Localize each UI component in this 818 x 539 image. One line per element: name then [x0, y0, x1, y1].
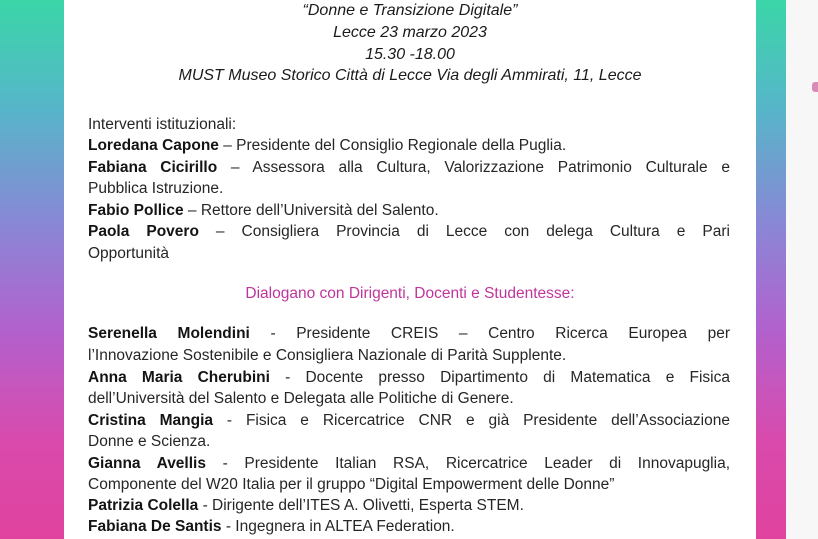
- speaker-name: Cristina Mangia: [88, 412, 213, 429]
- speaker-name: Serenella Molendini: [88, 325, 250, 342]
- speaker-role: - Fisica e Ricercatrice CNR e già Presidente dell’Associazione: [213, 412, 730, 429]
- right-gradient-border: [756, 0, 786, 539]
- left-gradient-border: [0, 0, 64, 539]
- speaker-entry: [88, 454, 730, 474]
- speaker-entry: [88, 324, 730, 344]
- speaker-entry: [88, 158, 730, 178]
- speaker-role: - Docente presso Dipartimento di Matematica e Fisica: [269, 369, 730, 386]
- speaker-name: Paola Povero: [88, 223, 199, 240]
- speaker-entry: [88, 201, 730, 221]
- speaker-role-continued: Componente del W20 Italia per il gruppo “Digital Empowerment delle Donne”: [88, 476, 615, 493]
- speaker-name: Anna Maria Cherubini: [88, 369, 270, 386]
- speaker-role: - Presidente CREIS – Centro Ricerca Europea per: [249, 325, 730, 342]
- speaker-role-continued: l’Innovazione Sostenibile e Consigliera Nazionale di Parità Supplente.: [88, 347, 567, 364]
- event-time: 15.30 -18.00: [365, 46, 455, 63]
- institutional-heading: Interventi istituzionali:: [88, 116, 237, 133]
- speaker-entry: [88, 368, 730, 388]
- speaker-name: Fabiana De Santis: [88, 518, 222, 535]
- speaker-entry: [88, 411, 730, 431]
- speaker-name: Fabiana Cicirillo: [88, 159, 218, 176]
- speaker-role: – Consigliera Provincia di Lecce con delega Cultura e Pari: [198, 223, 730, 240]
- speaker-role-continued: Donne e Scienza.: [88, 433, 211, 450]
- speaker-role-continued: Pubblica Istruzione.: [88, 180, 224, 197]
- page-edge-marker: [812, 82, 818, 92]
- speaker-role: – Rettore dell’Università del Salento.: [183, 202, 439, 219]
- speaker-name: Gianna Avellis: [88, 455, 206, 472]
- event-date: Lecce 23 marzo 2023: [333, 24, 487, 41]
- speaker-role: – Presidente del Consiglio Regionale della Puglia.: [218, 137, 567, 154]
- speaker-role: – Assessora alla Cultura, Valorizzazione Patrimonio Culturale e: [217, 159, 730, 176]
- speaker-name: Fabio Pollice: [88, 202, 184, 219]
- flyer-content: [64, 0, 756, 539]
- speaker-role: - Ingegnera in ALTEA Federation.: [221, 518, 455, 535]
- event-title: “Donne e Transizione Digitale”: [302, 2, 518, 19]
- speaker-entry: [88, 136, 730, 156]
- speaker-role: - Dirigente dell’ITES A. Olivetti, Esperta STEM.: [198, 497, 524, 514]
- speaker-name: Patrizia Colella: [88, 497, 199, 514]
- speaker-role-continued: dell’Università del Salento e Delegata alle Politiche di Genere.: [88, 390, 514, 407]
- speaker-role-continued: Opportunità: [88, 245, 169, 262]
- speaker-entry: [88, 222, 730, 242]
- speaker-entry: [88, 517, 730, 537]
- speaker-role: - Presidente Italian RSA, Ricercatrice Leader di Innovapuglia,: [205, 455, 731, 472]
- speaker-name: Loredana Capone: [88, 137, 219, 154]
- dialogue-heading: Dialogano con Dirigenti, Docenti e Studentesse:: [245, 285, 575, 302]
- event-venue: MUST Museo Storico Città di Lecce Via degli Ammirati, 11, Lecce: [178, 67, 642, 84]
- adjacent-page-edge: [786, 0, 818, 539]
- speaker-entry: [88, 496, 730, 516]
